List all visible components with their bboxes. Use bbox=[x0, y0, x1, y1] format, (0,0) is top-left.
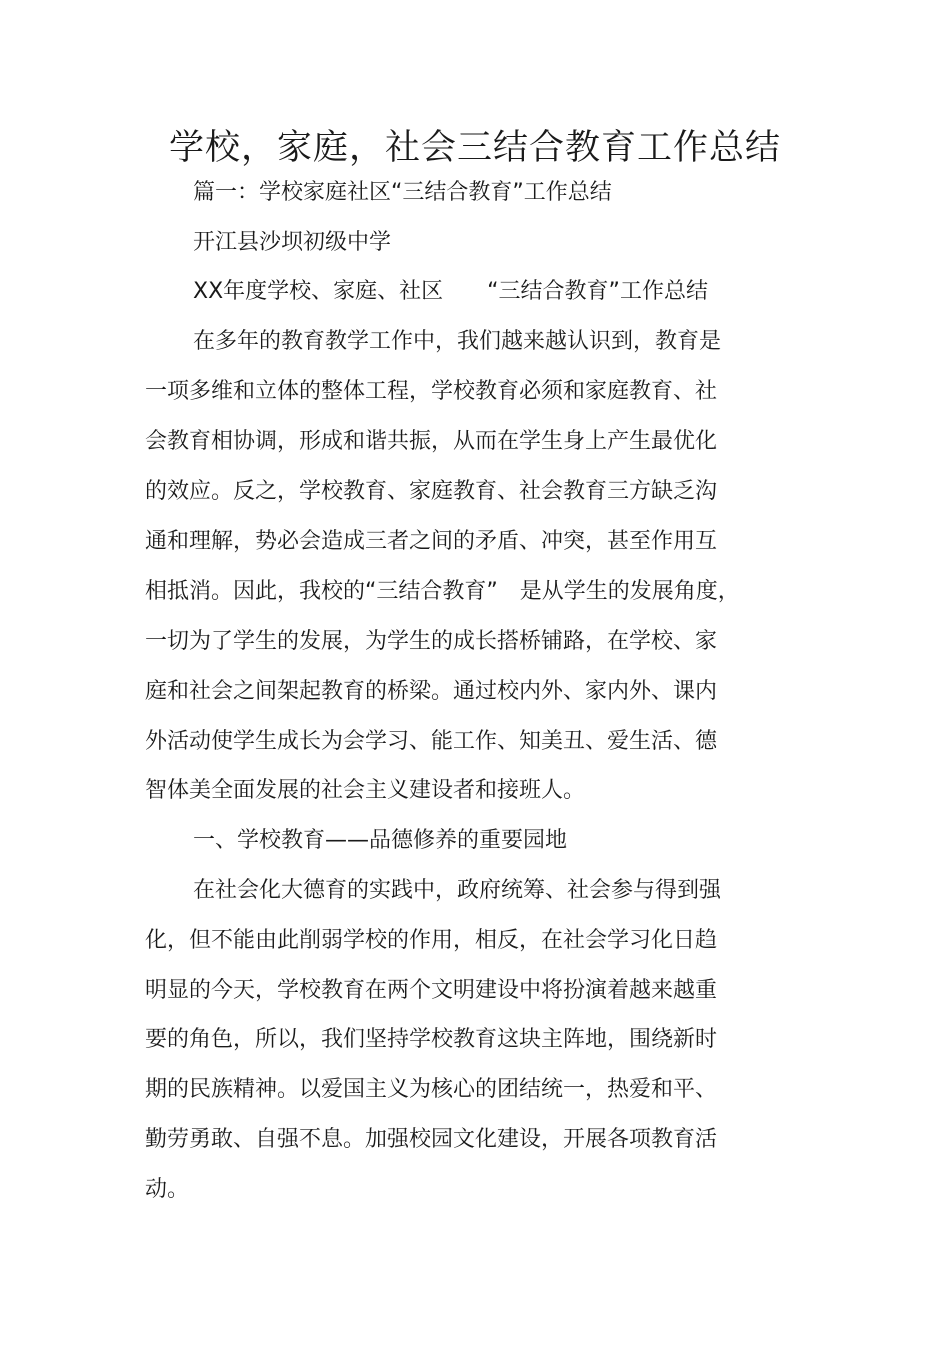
paragraph-line: 明显的今天，学校教育在两个文明建设中将扮演着越来越重 bbox=[145, 978, 718, 1003]
paragraph-line: 庭和社会之间架起教育的桥梁。通过校内外、家内外、课内 bbox=[145, 679, 718, 704]
report-subtitle: XX年度学校、家庭、社区 “三结合教育”工作总结 bbox=[193, 279, 708, 304]
paragraph-line: 一切为了学生的发展，为学生的成长搭桥铺路，在学校、家 bbox=[145, 629, 718, 654]
paragraph-line: 期的民族精神。以爱国主义为核心的团结统一，热爱和平、 bbox=[145, 1077, 718, 1102]
paragraph-line: 在社会化大德育的实践中，政府统筹、社会参与得到强 bbox=[193, 878, 722, 903]
paragraph-line: 外活动使学生成长为会学习、能工作、知美丑、爱生活、德 bbox=[145, 729, 718, 754]
paragraph-line: 勤劳勇敢、自强不息。加强校园文化建设，开展各项教育活 bbox=[145, 1127, 718, 1152]
paragraph-line: 在多年的教育教学工作中，我们越来越认识到，教育是 bbox=[193, 329, 722, 354]
paragraph-line: 的效应。反之，学校教育、家庭教育、社会教育三方缺乏沟 bbox=[145, 479, 718, 504]
paragraph-line: 动。 bbox=[145, 1177, 190, 1202]
paragraph-line: 相抵消。因此，我校的“三结合教育” 是从学生的发展角度， bbox=[145, 579, 740, 604]
paragraph-line: 智体美全面发展的社会主义建设者和接班人。 bbox=[145, 778, 586, 803]
paragraph-line: 一项多维和立体的整体工程，学校教育必须和家庭教育、社 bbox=[145, 379, 718, 404]
section-heading-part-one: 篇一：学校家庭社区“三结合教育”工作总结 bbox=[193, 180, 612, 205]
section-heading-school-education: 一、学校教育——品德修养的重要园地 bbox=[193, 828, 568, 853]
paragraph-line: 要的角色，所以，我们坚持学校教育这块主阵地，围绕新时 bbox=[145, 1027, 718, 1052]
paragraph-line: 通和理解，势必会造成三者之间的矛盾、冲突，甚至作用互 bbox=[145, 529, 718, 554]
document-title: 学校，家庭，社会三结合教育工作总结 bbox=[168, 128, 781, 168]
paragraph-line: 会教育相协调，形成和谐共振，从而在学生身上产生最优化 bbox=[145, 429, 718, 454]
school-name: 开江县沙坝初级中学 bbox=[193, 230, 392, 255]
paragraph-line: 化，但不能由此削弱学校的作用，相反，在社会学习化日趋 bbox=[145, 928, 718, 953]
